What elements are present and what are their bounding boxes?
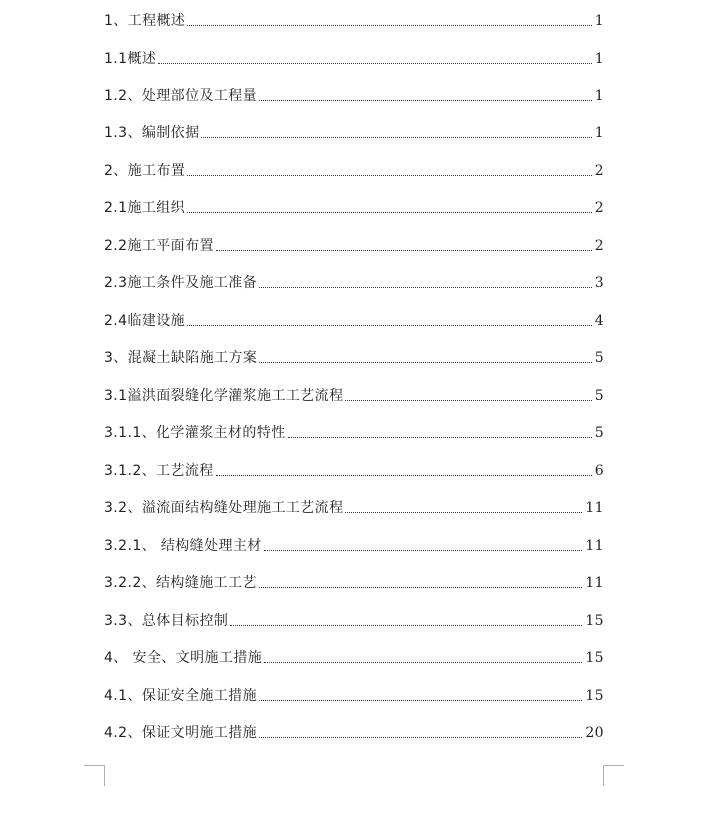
toc-entry[interactable] [104,718,604,742]
toc-entry-page: 5 [594,350,604,366]
toc-entry[interactable] [104,681,604,705]
toc-entry[interactable] [104,381,604,405]
toc-entry-page: 2 [594,200,604,216]
toc-entry[interactable] [104,231,604,255]
toc-dot-leader [345,512,582,513]
toc-entry-page: 15 [585,688,604,704]
toc-entry-page: 15 [585,613,604,629]
toc-entry[interactable] [104,193,604,217]
toc-entry-page: 5 [594,388,604,404]
toc-dot-leader [158,63,591,64]
toc-entry[interactable] [104,268,604,292]
toc-entry[interactable] [104,6,604,30]
toc-dot-leader [264,662,582,663]
toc-dot-leader [187,212,592,213]
toc-entry[interactable] [104,156,604,180]
toc-dot-leader [259,737,582,738]
toc-dot-leader [345,400,591,401]
toc-entry-title: 3.3、总体目标控制 [104,613,229,629]
toc-entry[interactable] [104,456,604,480]
toc-entry-page: 1 [594,51,604,67]
toc-entry-title: 1.3、编制依据 [104,125,200,141]
toc-dot-leader [216,250,592,251]
toc-entry-page: 5 [594,425,604,441]
toc-entry[interactable] [104,306,604,330]
toc-entry-page: 4 [594,313,604,329]
toc-entry-page: 3 [594,275,604,291]
toc-dot-leader [216,475,592,476]
toc-dot-leader [187,25,591,26]
toc-entry-page: 1 [594,13,604,29]
toc-dot-leader [259,362,591,363]
toc-dot-leader [259,700,582,701]
toc-entry-title: 3.1.1、化学灌浆主材的特性 [104,425,286,441]
toc-entry-title: 2、施工布置 [104,163,186,179]
toc-dot-leader [187,325,592,326]
toc-dot-leader [259,287,592,288]
toc-entry-title: 4、 安全、文明施工措施 [104,650,263,666]
toc-entry[interactable] [104,568,604,592]
toc-entry-page: 15 [585,650,604,666]
toc-dot-leader [259,587,583,588]
toc-entry[interactable] [104,606,604,630]
toc-entry-title: 2.2施工平面布置 [104,238,214,254]
toc-entry-page: 1 [594,88,604,104]
toc-dot-leader [259,100,592,101]
toc-entry-page: 2 [594,163,604,179]
toc-dot-leader [264,550,583,551]
toc-entry-title: 3、混凝土缺陷施工方案 [104,350,258,366]
toc-entry-title: 1、工程概述 [104,13,186,29]
toc-entry-page: 11 [585,575,604,591]
toc-entry-page: 11 [585,538,604,554]
page-margin-corner-mark-left [84,765,105,786]
toc-entry[interactable] [104,343,604,367]
toc-entry[interactable] [104,44,604,68]
toc-entry-title: 2.3施工条件及施工准备 [104,275,258,291]
toc-dot-leader [288,437,592,438]
toc-dot-leader [187,175,591,176]
toc-entry[interactable] [104,531,604,555]
toc-dot-leader [230,625,582,626]
toc-entry-page: 20 [585,725,604,741]
toc-entry-title: 2.1施工组织 [104,200,186,216]
toc-entry[interactable] [104,643,604,667]
toc-entry-title: 3.2.1、 结构缝处理主材 [104,538,262,554]
toc-entry-title: 1.1概述 [104,51,157,67]
toc-entry-title: 3.2、溢流面结构缝处理施工工艺流程 [104,500,344,516]
toc-dot-leader [201,137,591,138]
toc-entry[interactable] [104,418,604,442]
toc-entry-page: 1 [594,125,604,141]
toc-entry-title: 4.2、保证文明施工措施 [104,725,258,741]
toc-entry[interactable] [104,493,604,517]
toc-entry-title: 3.1溢洪面裂缝化学灌浆施工工艺流程 [104,388,344,404]
page-margin-corner-mark-right [603,765,624,786]
toc-entry-page: 11 [585,500,604,516]
toc-entry-title: 1.2、处理部位及工程量 [104,88,258,104]
toc-entry[interactable] [104,118,604,142]
toc-entry-page: 2 [594,238,604,254]
toc-entry-title: 3.2.2、结构缝施工工艺 [104,575,257,591]
toc-entry-title: 3.1.2、工艺流程 [104,463,214,479]
toc-entry[interactable] [104,81,604,105]
toc-entry-title: 4.1、保证安全施工措施 [104,688,258,704]
toc-entry-title: 2.4临建设施 [104,313,186,329]
toc-entry-page: 6 [594,463,604,479]
